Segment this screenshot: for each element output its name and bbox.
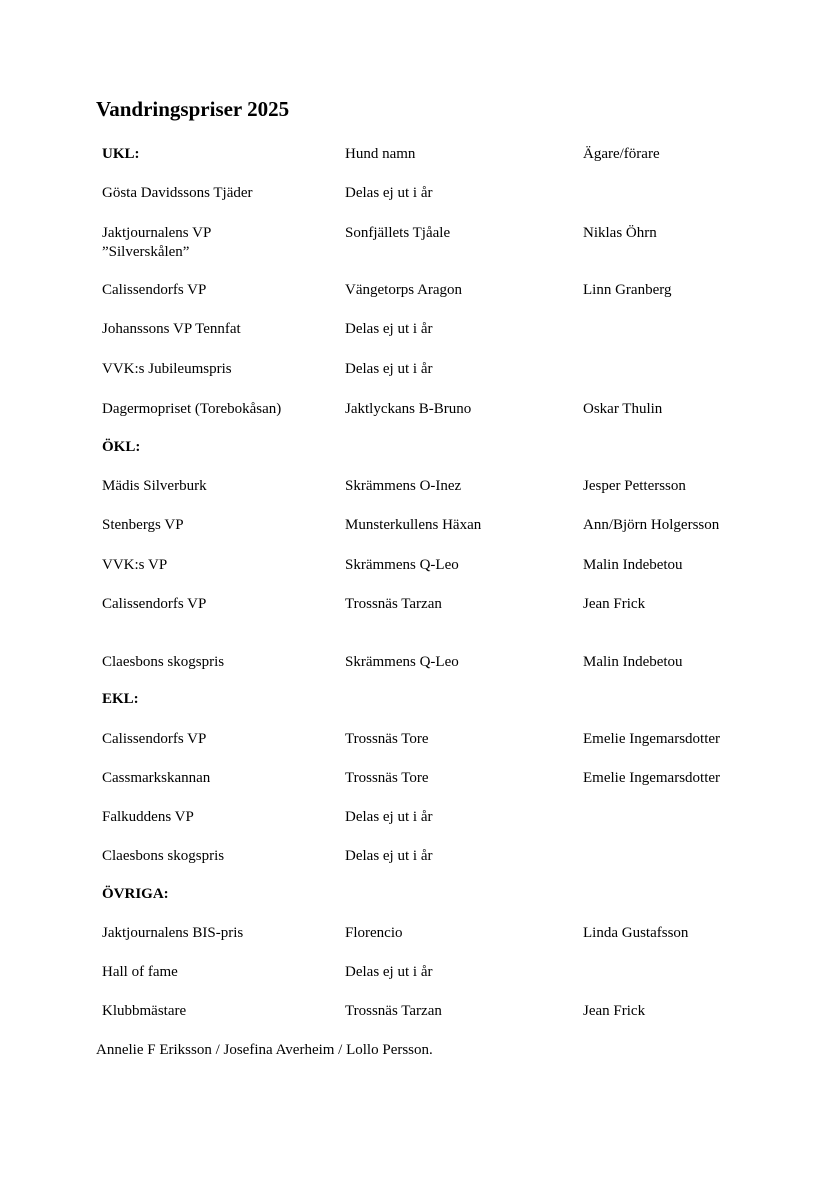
- owner-name: Oskar Thulin: [583, 401, 663, 417]
- dog-name: Skrämmens Q-Leo: [345, 654, 459, 670]
- column-heading-owner: Ägare/förare: [583, 146, 660, 162]
- dog-name: Sonfjällets Tjåale: [345, 225, 451, 241]
- dog-name: Delas ej ut i år: [345, 185, 433, 201]
- prize-name: Mädis Silverburk: [102, 478, 207, 494]
- prize-name: Jaktjournalens BIS-pris: [102, 925, 244, 941]
- prize-name: Calissendorfs VP: [102, 731, 207, 747]
- prize-name: Klubbmästare: [102, 1003, 187, 1019]
- document-title: Vandringspriser 2025: [96, 97, 290, 121]
- dog-name: Florencio: [345, 925, 403, 941]
- dog-name: Delas ej ut i år: [345, 809, 433, 825]
- prize-name: Claesbons skogspris: [102, 848, 225, 864]
- prize-name: Dagermopriset (Torebokåsan): [102, 401, 282, 417]
- dog-name: Delas ej ut i år: [345, 321, 433, 337]
- section-heading: EKL:: [102, 691, 139, 707]
- prize-name: VVK:s Jubileumspris: [102, 361, 232, 377]
- dog-name: Skrämmens O-Inez: [345, 478, 462, 494]
- dog-name: Delas ej ut i år: [345, 361, 433, 377]
- owner-name: Linda Gustafsson: [583, 925, 689, 941]
- owner-name: Emelie Ingemarsdotter: [583, 731, 721, 747]
- section-heading: ÖVRIGA:: [102, 886, 169, 902]
- dog-name: Trossnäs Tarzan: [345, 596, 442, 612]
- prize-name: Claesbons skogspris: [102, 654, 225, 670]
- owner-name: Malin Indebetou: [583, 557, 683, 573]
- prize-name: Johanssons VP Tennfat: [102, 321, 241, 337]
- section-heading: ÖKL:: [102, 439, 141, 455]
- owner-name: Jesper Pettersson: [583, 478, 686, 494]
- column-heading-dog-name: Hund namn: [345, 146, 416, 162]
- owner-name: Niklas Öhrn: [583, 225, 657, 241]
- prize-name: Stenbergs VP: [102, 517, 184, 533]
- dog-name: Delas ej ut i år: [345, 848, 433, 864]
- dog-name: Jaktlyckans B-Bruno: [345, 401, 472, 417]
- prize-name: VVK:s VP: [102, 557, 168, 573]
- prize-name: Gösta Davidssons Tjäder: [102, 185, 253, 201]
- prize-name: Calissendorfs VP: [102, 596, 207, 612]
- footer-signatures: Annelie F Eriksson / Josefina Averheim / Lollo Persson.: [96, 1042, 433, 1058]
- section-heading: UKL:: [102, 146, 140, 162]
- prize-name: Calissendorfs VP: [102, 282, 207, 298]
- dog-name: Vängetorps Aragon: [345, 282, 463, 298]
- prize-name: Hall of fame: [102, 964, 178, 980]
- owner-name: Malin Indebetou: [583, 654, 683, 670]
- owner-name: Linn Granberg: [583, 282, 672, 298]
- dog-name: Trossnäs Tore: [345, 770, 429, 786]
- owner-name: Emelie Ingemarsdotter: [583, 770, 721, 786]
- prize-name: Cassmarkskannan: [102, 770, 211, 786]
- owner-name: Ann/Björn Holgersson: [583, 517, 720, 533]
- prize-name: Jaktjournalens VP ”Silverskålen”: [102, 225, 211, 260]
- dog-name: Trossnäs Tore: [345, 731, 429, 747]
- dog-name: Skrämmens Q-Leo: [345, 557, 459, 573]
- owner-name: Jean Frick: [583, 596, 646, 612]
- dog-name: Munsterkullens Häxan: [345, 517, 482, 533]
- owner-name: Jean Frick: [583, 1003, 646, 1019]
- dog-name: Trossnäs Tarzan: [345, 1003, 442, 1019]
- prize-name: Falkuddens VP: [102, 809, 194, 825]
- dog-name: Delas ej ut i år: [345, 964, 433, 980]
